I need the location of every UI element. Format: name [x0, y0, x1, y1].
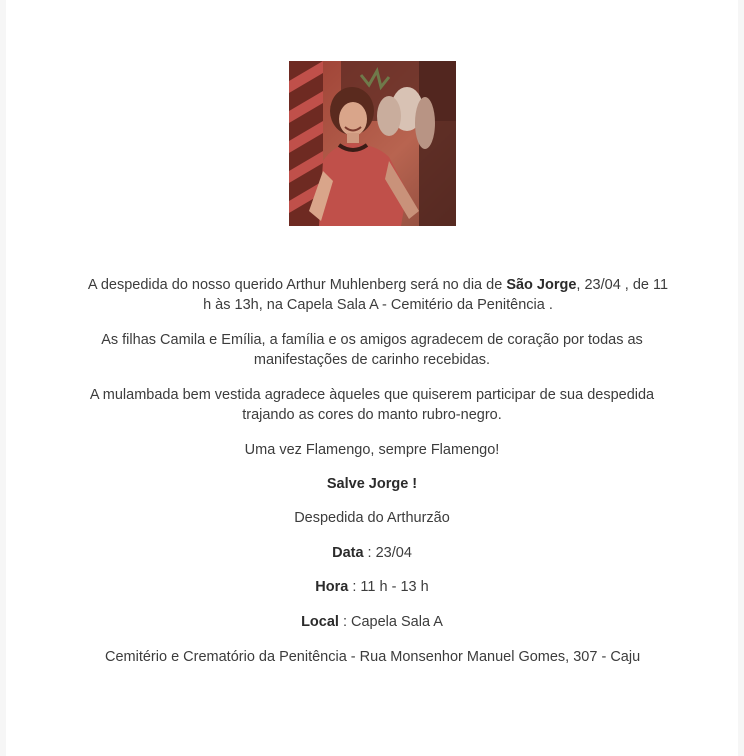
- event-time: [0, 577, 744, 597]
- portrait-photo: [289, 61, 456, 226]
- salve-jorge: [0, 474, 744, 494]
- thanks-line-2: manifestações de carinho recebidas.: [253, 352, 491, 368]
- event-address: Cemitério e Crematório da Penitência - Rua Monsenhor Manuel Gomes, 307 - Caju: [105, 649, 641, 665]
- place-label: Local: [301, 614, 339, 630]
- event-date: [0, 543, 744, 563]
- date-label: Data: [332, 545, 364, 561]
- thanks-paragraph: [0, 330, 744, 370]
- thanks-line-1: As filhas Camila e Emília, a família e os amigos agradecem de coração por todas as: [101, 332, 643, 348]
- sao-jorge-emphasis: São Jorge: [506, 277, 577, 293]
- dress-code-line-1: A mulambada bem vestida agradece àqueles que quiserem participar de sua despedida: [89, 387, 655, 403]
- portrait-illustration: [289, 61, 456, 226]
- event-place: [0, 612, 744, 632]
- farewell-paragraph: [0, 275, 744, 315]
- farewell-text-location: h às 13h, na Capela Sala A - Cemitério da Penitência .: [203, 297, 553, 313]
- farewell-text-date: , 23/04 , de 11: [576, 277, 669, 293]
- event-title: Despedida do Arthurzão: [294, 510, 450, 526]
- farewell-text-start: A despedida do nosso querido Arthur Muhlenberg será no dia de: [87, 277, 507, 293]
- place-value: : Capela Sala A: [338, 614, 443, 630]
- time-label: Hora: [315, 579, 349, 595]
- dress-code-line-2: trajando as cores do manto rubro-negro.: [242, 407, 502, 423]
- time-value: : 11 h - 13 h: [348, 579, 429, 595]
- flamengo-motto: Uma vez Flamengo, sempre Flamengo!: [244, 442, 500, 458]
- dress-code-paragraph: [0, 385, 744, 425]
- salve-jorge-text: Salve Jorge !: [326, 476, 418, 492]
- date-value: : 23/04: [363, 545, 412, 561]
